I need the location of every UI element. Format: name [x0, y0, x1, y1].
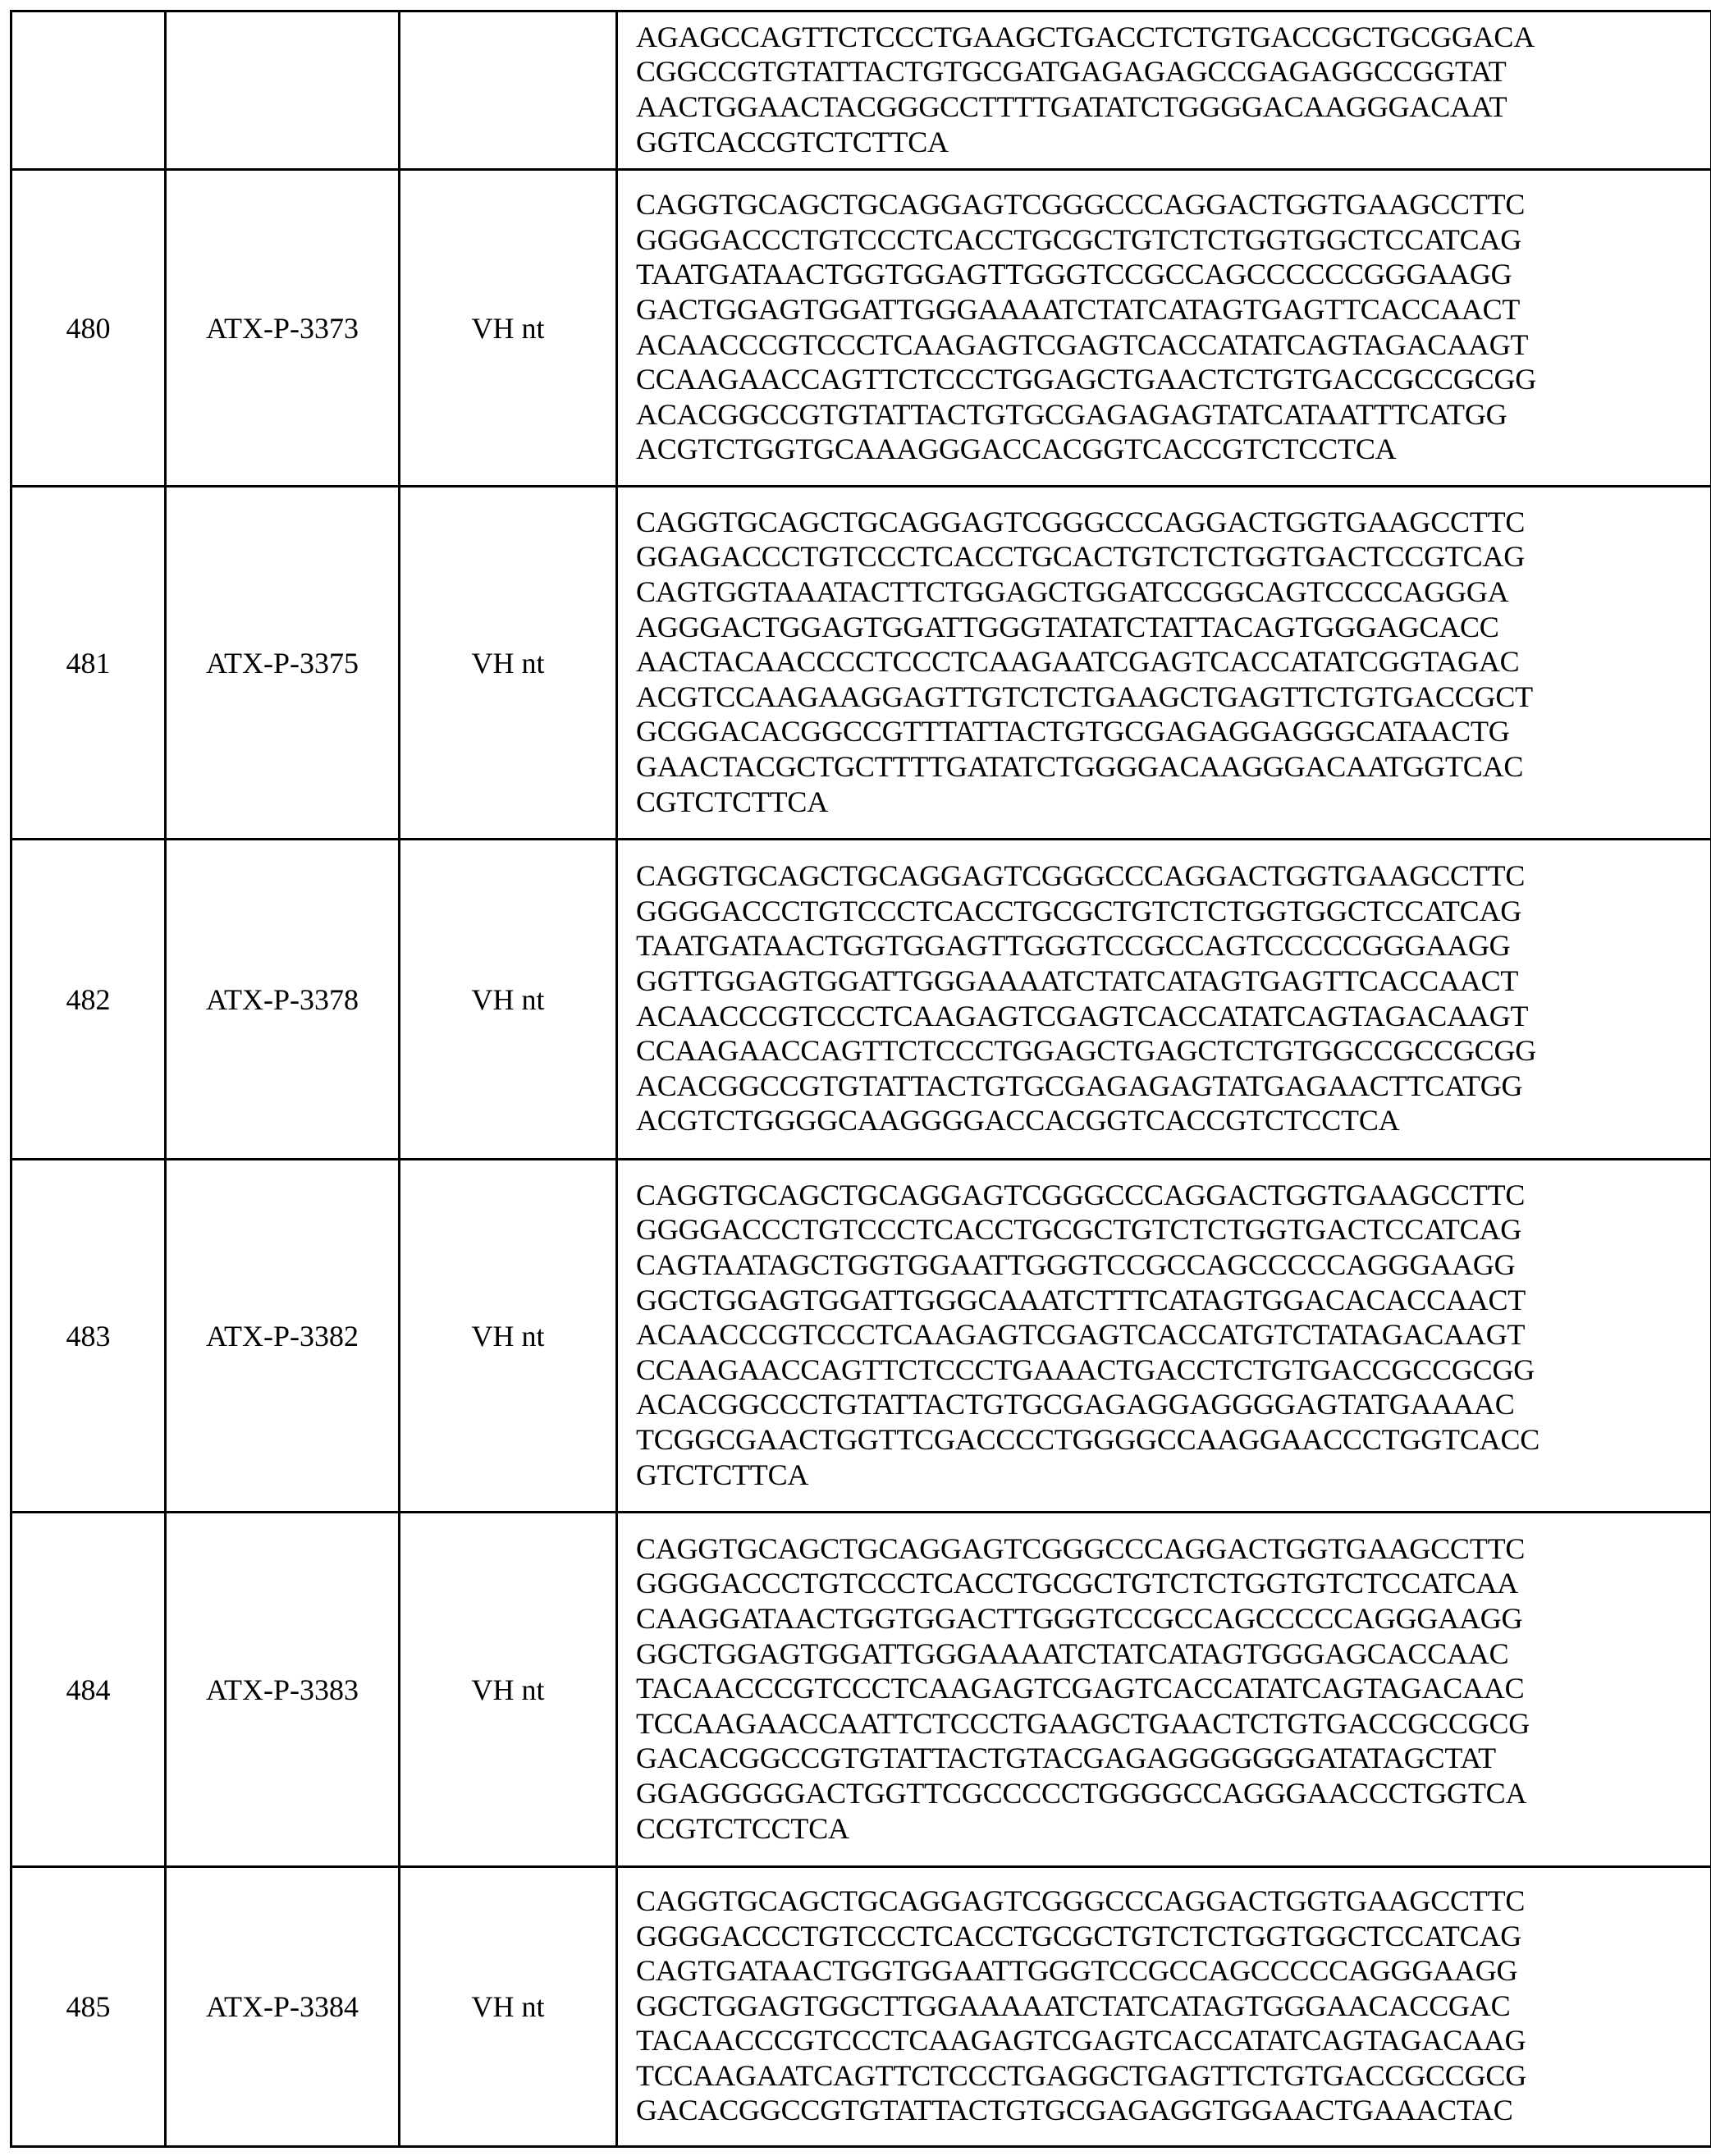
sequence-line: CCAAGAACCAGTTCTCCCTGGAGCTGAACTCTGTGACCGCCGCGG [636, 363, 1537, 396]
seq-id-cell: 482 [11, 840, 166, 1160]
sequence-line: GGAGGGGGACTGGTTCGCCCCCTGGGGCCAGGGAACCCTGGTCA [636, 1776, 1527, 1810]
table-row [11, 1513, 1711, 1867]
sequence-line: CCGTCTCCTCA [636, 1811, 849, 1845]
table-row [11, 170, 1711, 487]
sequence-table-body [11, 11, 1711, 2147]
sequence-cell [617, 1513, 1711, 1867]
sequence-type-cell: VH nt [400, 1513, 617, 1867]
construct-name-cell: ATX-P-3373 [166, 170, 400, 487]
sequence-line: ACAACCCGTCCCTCAAGAGTCGAGTCACCATGTCTATAGACAAGT [636, 1318, 1526, 1352]
sequence-line: ACGTCTGGGGCAAGGGGACCACGGTCACCGTCTCCTCA [636, 1104, 1400, 1138]
sequence-line: CAGTAATAGCTGGTGGAATTGGGTCCGCCAGCCCCCAGGGAAGG [636, 1248, 1516, 1282]
sequence-line: CAAGGATAACTGGTGGACTTGGGTCCGCCAGCCCCCAGGGAAGG [636, 1602, 1523, 1636]
sequence-line: CCAAGAACCAGTTCTCCCTGGAGCTGAGCTCTGTGGCCGCCGCGG [636, 1034, 1537, 1068]
sequence-line: TAATGATAACTGGTGGAGTTGGGTCCGCCAGCCCCCCGGGAAGG [636, 258, 1512, 291]
sequence-cell [617, 170, 1711, 487]
sequence-line: GGGGACCCTGTCCCTCACCTGCGCTGTCTCTGGTGACTCCATCAG [636, 1213, 1522, 1247]
sequence-line: CAGGTGCAGCTGCAGGAGTCGGGCCCAGGACTGGTGAAGCCTTC [636, 1884, 1526, 1917]
sequence-line: TCGGCGAACTGGTTCGACCCCTGGGGCCAAGGAACCCTGGTCACC [636, 1422, 1540, 1456]
sequence-cell [617, 840, 1711, 1160]
sequence-line: CAGGTGCAGCTGCAGGAGTCGGGCCCAGGACTGGTGAAGCCTTC [636, 1531, 1526, 1565]
seq-id-cell: 480 [11, 170, 166, 487]
sequence-line: TCCAAGAATCAGTTCTCCCTGAGGCTGAGTTCTGTGACCGCCGCG [636, 2058, 1527, 2092]
table-row [11, 840, 1711, 1160]
sequence-line: GCGGACACGGCCGTTTATTACTGTGCGAGAGGAGGGCATAACTG [636, 715, 1510, 748]
sequence-line: ACAACCCGTCCCTCAAGAGTCGAGTCACCATATCAGTAGACAAGT [636, 327, 1529, 361]
table-row [11, 1160, 1711, 1513]
sequence-line: GACACGGCCGTGTATTACTGTGCGAGAGGTGGAACTGAAACTAC [636, 2094, 1513, 2127]
sequence-line: CGGCCGTGTATTACTGTGCGATGAGAGAGCCGAGAGGCCGGTAT [636, 55, 1507, 89]
construct-name-cell [166, 11, 400, 170]
nucleotide-sequence [618, 857, 1710, 1142]
sequence-table [10, 10, 1711, 2148]
sequence-cell [617, 1160, 1711, 1513]
sequence-line: GAACTACGCTGCTTTTGATATCTGGGGACAAGGGACAATGGTCAC [636, 749, 1524, 783]
table-row [11, 11, 1711, 170]
sequence-type-cell: VH nt [400, 840, 617, 1160]
sequence-cell [617, 487, 1711, 840]
sequence-line: CAGGTGCAGCTGCAGGAGTCGGGCCCAGGACTGGTGAAGCCTTC [636, 859, 1526, 893]
sequence-line: GGCTGGAGTGGCTTGGAAAAATCTATCATAGTGGGAACACCGAC [636, 1989, 1511, 2022]
sequence-line: GGCTGGAGTGGATTGGGCAAATCTTTCATAGTGGACACACCAACT [636, 1283, 1526, 1316]
table-row [11, 1867, 1711, 2147]
sequence-line: GGAGACCCTGTCCCTCACCTGCACTGTCTCTGGTGACTCCGTCAG [636, 540, 1526, 574]
sequence-line: ACACGGCCCTGTATTACTGTGCGAGAGGAGGGGAGTATGAAAAC [636, 1388, 1515, 1421]
sequence-line: GGTTGGAGTGGATTGGGAAAATCTATCATAGTGAGTTCACCAACT [636, 964, 1519, 997]
sequence-line: CCAAGAACCAGTTCTCCCTGAAACTGACCTCTGTGACCGCCGCGG [636, 1353, 1535, 1386]
seq-id-cell [11, 11, 166, 170]
sequence-type-cell: VH nt [400, 487, 617, 840]
sequence-line: GGTCACCGTCTCTTCA [636, 125, 949, 158]
nucleotide-sequence [618, 18, 1710, 163]
sequence-line: GGGGACCCTGTCCCTCACCTGCGCTGTCTCTGGTGGCTCCATCAG [636, 894, 1522, 927]
sequence-line: AACTACAACCCCTCCCTCAAGAATCGAGTCACCATATCGGTAGAC [636, 645, 1520, 679]
sequence-line: TCCAAGAACCAATTCTCCCTGAAGCTGAACTCTGTGACCGCCGCG [636, 1706, 1530, 1740]
seq-id-cell: 483 [11, 1160, 166, 1513]
sequence-line: TACAACCCGTCCCTCAAGAGTCGAGTCACCATATCAGTAGACAAG [636, 2024, 1526, 2058]
sequence-line: GGGGACCCTGTCCCTCACCTGCGCTGTCTCTGGTGGCTCCATCAG [636, 222, 1522, 256]
sequence-line: AACTGGAACTACGGGCCTTTTGATATCTGGGGACAAGGGACAAT [636, 90, 1507, 123]
sequence-cell [617, 1867, 1711, 2147]
construct-name-cell: ATX-P-3384 [166, 1867, 400, 2147]
construct-name-cell: ATX-P-3375 [166, 487, 400, 840]
nucleotide-sequence [618, 1176, 1710, 1495]
sequence-line: TACAACCCGTCCCTCAAGAGTCGAGTCACCATATCAGTAGACAAC [636, 1672, 1525, 1705]
sequence-line: CAGTGGTAAATACTTCTGGAGCTGGATCCGGCAGTCCCCAGGGA [636, 575, 1509, 609]
construct-name-cell: ATX-P-3383 [166, 1513, 400, 1867]
nucleotide-sequence [618, 185, 1710, 470]
seq-id-cell: 485 [11, 1867, 166, 2147]
sequence-line: ACAACCCGTCCCTCAAGAGTCGAGTCACCATATCAGTAGACAAGT [636, 999, 1529, 1032]
sequence-line: CAGGTGCAGCTGCAGGAGTCGGGCCCAGGACTGGTGAAGCCTTC [636, 505, 1526, 538]
sequence-line: GGCTGGAGTGGATTGGGAAAATCTATCATAGTGGGAGCACCAAC [636, 1636, 1509, 1670]
sequence-line: CAGTGATAACTGGTGGAATTGGGTCCGCCAGCCCCCAGGGAAGG [636, 1954, 1518, 1988]
sequence-line: TAATGATAACTGGTGGAGTTGGGTCCGCCAGTCCCCCGGGAAGG [636, 929, 1511, 963]
seq-id-cell: 484 [11, 1513, 166, 1867]
sequence-line: ACGTCTGGTGCAAAGGGACCACGGTCACCGTCTCCTCA [636, 433, 1397, 466]
construct-name-cell: ATX-P-3378 [166, 840, 400, 1160]
sequence-type-cell [400, 11, 617, 170]
sequence-line: GGGGACCCTGTCCCTCACCTGCGCTGTCTCTGGTGGCTCCATCAG [636, 1919, 1522, 1952]
nucleotide-sequence [618, 1882, 1710, 2131]
sequence-line: GACTGGAGTGGATTGGGAAAATCTATCATAGTGAGTTCACCAACT [636, 292, 1521, 326]
sequence-line: AGAGCCAGTTCTCCCTGAAGCTGACCTCTGTGACCGCTGCGGACA [636, 20, 1535, 53]
construct-name-cell: ATX-P-3382 [166, 1160, 400, 1513]
sequence-type-cell: VH nt [400, 1160, 617, 1513]
nucleotide-sequence [618, 503, 1710, 822]
sequence-line: ACACGGCCGTGTATTACTGTGCGAGAGAGTATGAGAACTTCATGG [636, 1069, 1523, 1102]
sequence-line: GGGGACCCTGTCCCTCACCTGCGCTGTCTCTGGTGTCTCCATCAA [636, 1567, 1519, 1600]
seq-id-cell: 481 [11, 487, 166, 840]
sequence-line: CGTCTCTTCA [636, 785, 829, 818]
sequence-line: ACGTCCAAGAAGGAGTTGTCTCTGAAGCTGAGTTCTGTGACCGCT [636, 680, 1533, 713]
sequence-line: CAGGTGCAGCTGCAGGAGTCGGGCCCAGGACTGGTGAAGCCTTC [636, 1178, 1526, 1211]
sequence-line: CAGGTGCAGCTGCAGGAGTCGGGCCCAGGACTGGTGAAGCCTTC [636, 188, 1526, 222]
nucleotide-sequence [618, 1530, 1710, 1849]
sequence-line: GACACGGCCGTGTATTACTGTACGAGAGGGGGGGATATAGCTAT [636, 1742, 1496, 1775]
sequence-line: AGGGACTGGAGTGGATTGGGTATATCTATTACAGTGGGAGCACC [636, 610, 1499, 643]
table-row [11, 487, 1711, 840]
sequence-type-cell: VH nt [400, 1867, 617, 2147]
sequence-line: GTCTCTTCA [636, 1458, 809, 1491]
sequence-cell [617, 11, 1711, 170]
sequence-line: ACACGGCCGTGTATTACTGTGCGAGAGAGTATCATAATTTCATGG [636, 397, 1507, 431]
sequence-type-cell: VH nt [400, 170, 617, 487]
